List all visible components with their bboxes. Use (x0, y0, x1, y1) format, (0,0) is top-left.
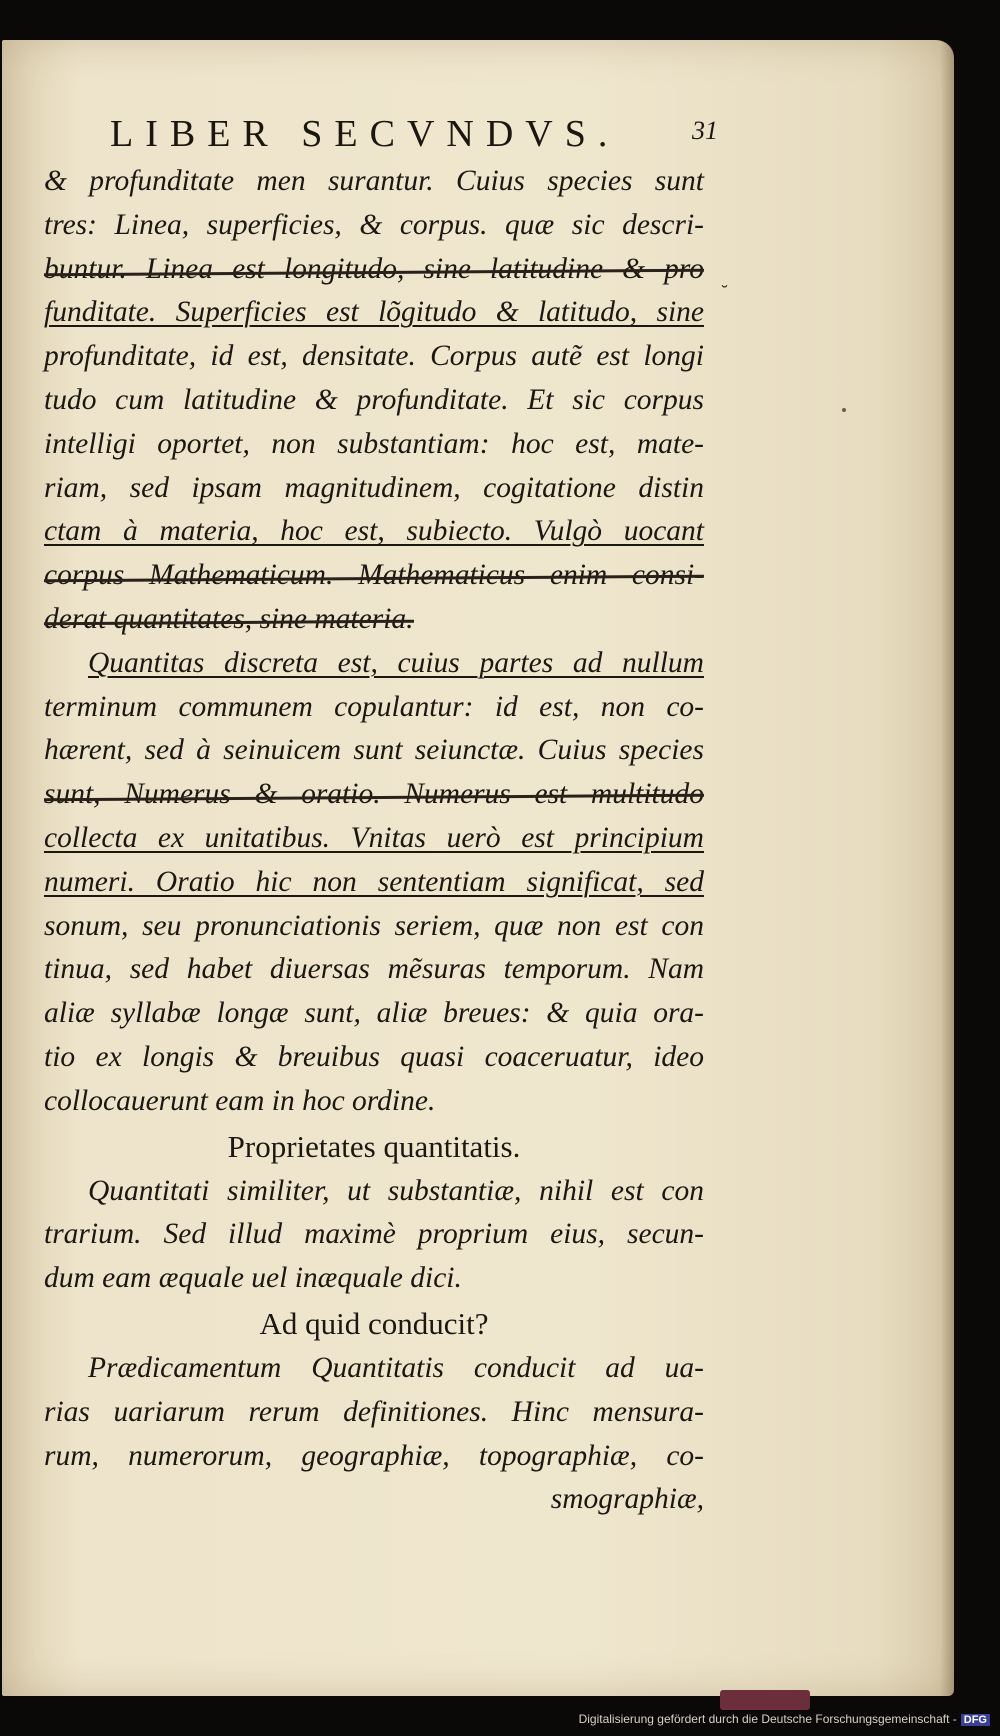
underlined-text: numeri. Oratio hic non sententiam significat, sed (44, 865, 704, 898)
text-line: & profunditate men surantur. Cuius species sunt (44, 165, 704, 197)
text-line: Prædicamentum Quantitatis conducit ad ua- (88, 1351, 704, 1384)
text-line: trarium. Sed illud maximè proprium eius, secun- (44, 1218, 704, 1251)
text-line: tres: Linea, superficies, & corpus. quæ sic descri- (44, 208, 704, 241)
catchword: smographiæ, (550, 1483, 704, 1516)
margin-mark (720, 283, 734, 291)
text-line: terminum communem copulantur: id est, non co- (44, 690, 704, 723)
underlined-text: Quantitas discreta est, cuius partes ad nullum (88, 646, 704, 679)
credit-text: Digitalisierung gefördert durch die Deutsche Forschungsgemeinschaft - (578, 1712, 957, 1726)
text-line: hærent, sed à seinuicem sunt seiunctæ. Cuius species (44, 734, 704, 767)
page-header (110, 112, 718, 158)
text-line (44, 773, 704, 817)
underlined-text: funditate. Superficies est lõgitudo & latitudo, sine (44, 296, 704, 329)
text-line: aliæ syllabæ longæ sunt, aliæ breues: & quia ora- (44, 997, 704, 1030)
book-edge-ribbon (720, 1690, 810, 1710)
text-line (44, 291, 704, 335)
page-number: 31 (692, 116, 718, 145)
text-line (44, 817, 704, 861)
section-heading: Ad quid conducit? (259, 1305, 489, 1341)
text-line: tudo cum latitudine & profunditate. Et sic corpus (44, 383, 704, 416)
struck-text: corpus Mathematicum. Mathematicus enim consi- (44, 559, 704, 592)
struck-text: sunt, Numerus & oratio. Numerus est multitudo (44, 778, 704, 811)
text-line: intelligi oportet, non substantiam: hoc est, mate- (44, 427, 704, 460)
page-text-block (44, 160, 704, 1522)
struck-text: buntur. Linea est longitudo, sine latitudine & pro (44, 252, 704, 285)
text-line (44, 510, 704, 554)
text-line: profunditate, id est, densitate. Corpus autẽ est longi (44, 340, 704, 373)
text-line (44, 642, 704, 686)
text-line (44, 861, 704, 905)
text-line: riam, sed ipsam magnitudinem, cogitatione distin (44, 471, 704, 504)
section-heading: Proprietates quantitatis. (227, 1128, 521, 1164)
running-head: LIBER SECVNDVS. (110, 113, 620, 155)
page-gutter-shadow (940, 40, 954, 1696)
text-line (44, 248, 704, 292)
text-line: dum eam æquale uel inæquale dici. (44, 1262, 462, 1295)
underlined-text: collecta ex unitatibus. Vnitas uerò est principium (44, 821, 704, 854)
ink-spot (842, 408, 846, 412)
dfg-logo: DFG (961, 1714, 990, 1726)
text-line: rias uariarum rerum definitiones. Hinc mensura- (44, 1395, 704, 1428)
text-line: collocauerunt eam in hoc ordine. (44, 1084, 436, 1117)
text-line: tio ex longis & breuibus quasi coaceruatur, ideo (44, 1040, 704, 1073)
text-line (44, 554, 704, 598)
text-line: rum, numerorum, geographiæ, topographiæ, co- (44, 1439, 704, 1472)
text-line: Quantitati similiter, ut substantiæ, nihil est con (88, 1174, 704, 1207)
digitization-credit (579, 1712, 990, 1726)
text-line (44, 598, 704, 642)
struck-text: derat quantitates, sine materia. (44, 602, 414, 635)
text-line: sonum, seu pronunciationis seriem, quæ non est con (44, 909, 704, 942)
underlined-text: ctam à materia, hoc est, subiecto. Vulgò uocant (44, 515, 704, 548)
text-line: tinua, sed habet diuersas mẽsuras temporum. Nam (44, 953, 704, 986)
